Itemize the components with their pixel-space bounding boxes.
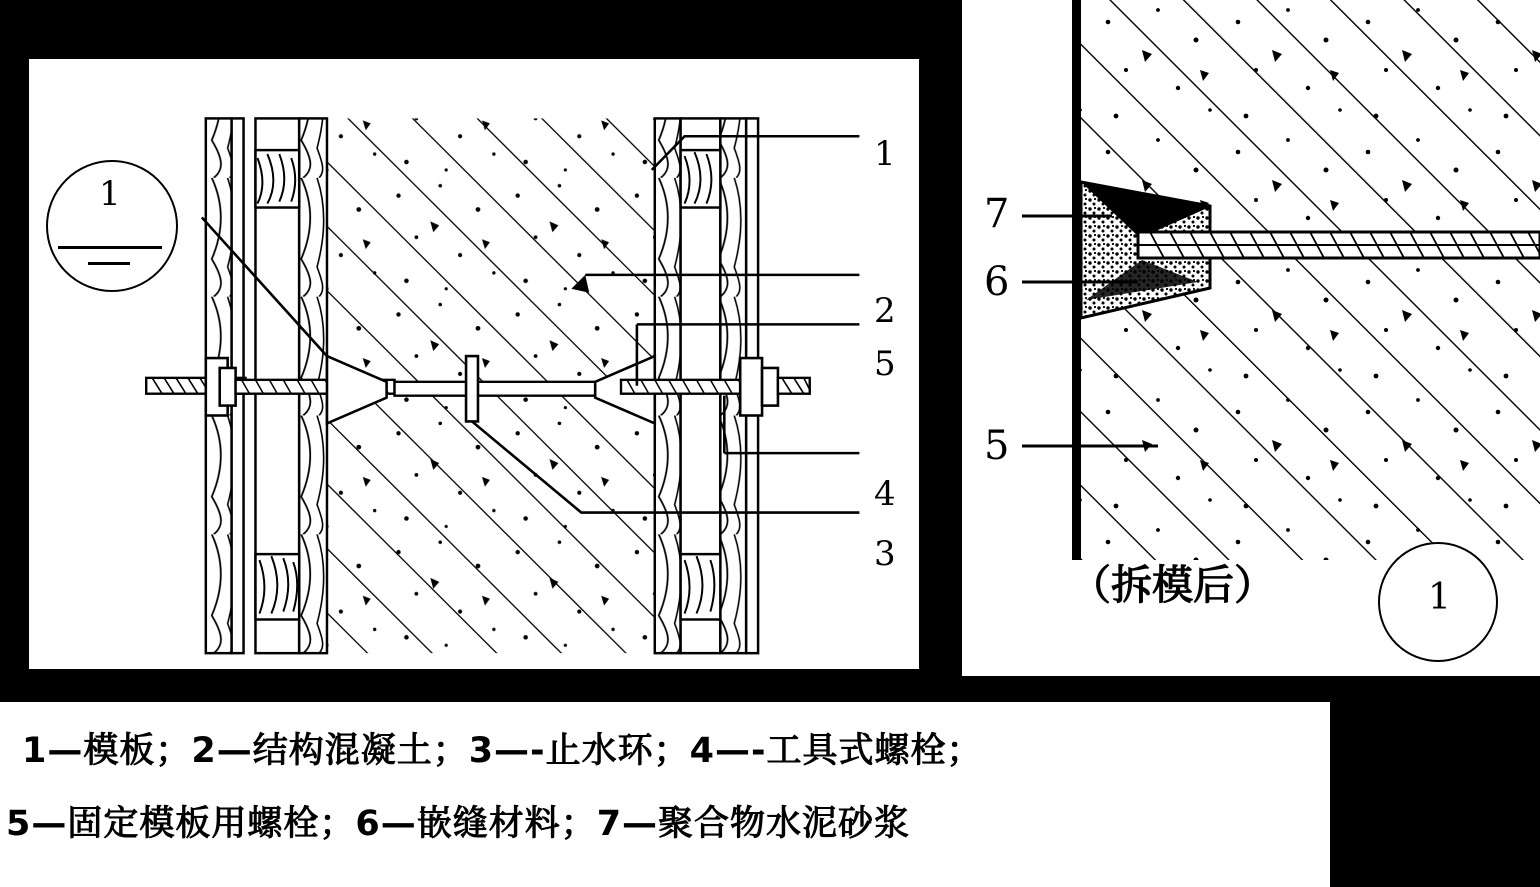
callout-label-5: 5 [874,344,896,384]
left-diagram-svg [29,59,919,669]
callout-label-4: 4 [874,474,896,514]
detail-tag-left-divider [58,246,162,249]
detail-tag-left-label: 1 [99,174,121,214]
after-removal-caption: （拆模后） [1070,561,1275,609]
formwork-section-diagram [26,56,922,672]
legend-line-1: 1—模板；2—结构混凝土；3—-止水环；4—-工具式螺栓； [22,731,983,771]
callout-label-7: 7 [984,191,1010,237]
callout-label-1: 1 [874,134,896,174]
callout-label-2: 2 [874,291,896,331]
legend-panel [0,702,1330,887]
callout-label-3: 3 [874,534,896,574]
detail-tag-right-label: 1 [1428,577,1451,618]
callout-label-5b: 5 [984,423,1010,469]
legend-line-2: 5—固定模板用螺栓；6—嵌缝材料；7—聚合物水泥砂浆 [6,804,911,844]
callout-label-6: 6 [984,259,1010,305]
detail-tag-left-dash [88,262,130,265]
